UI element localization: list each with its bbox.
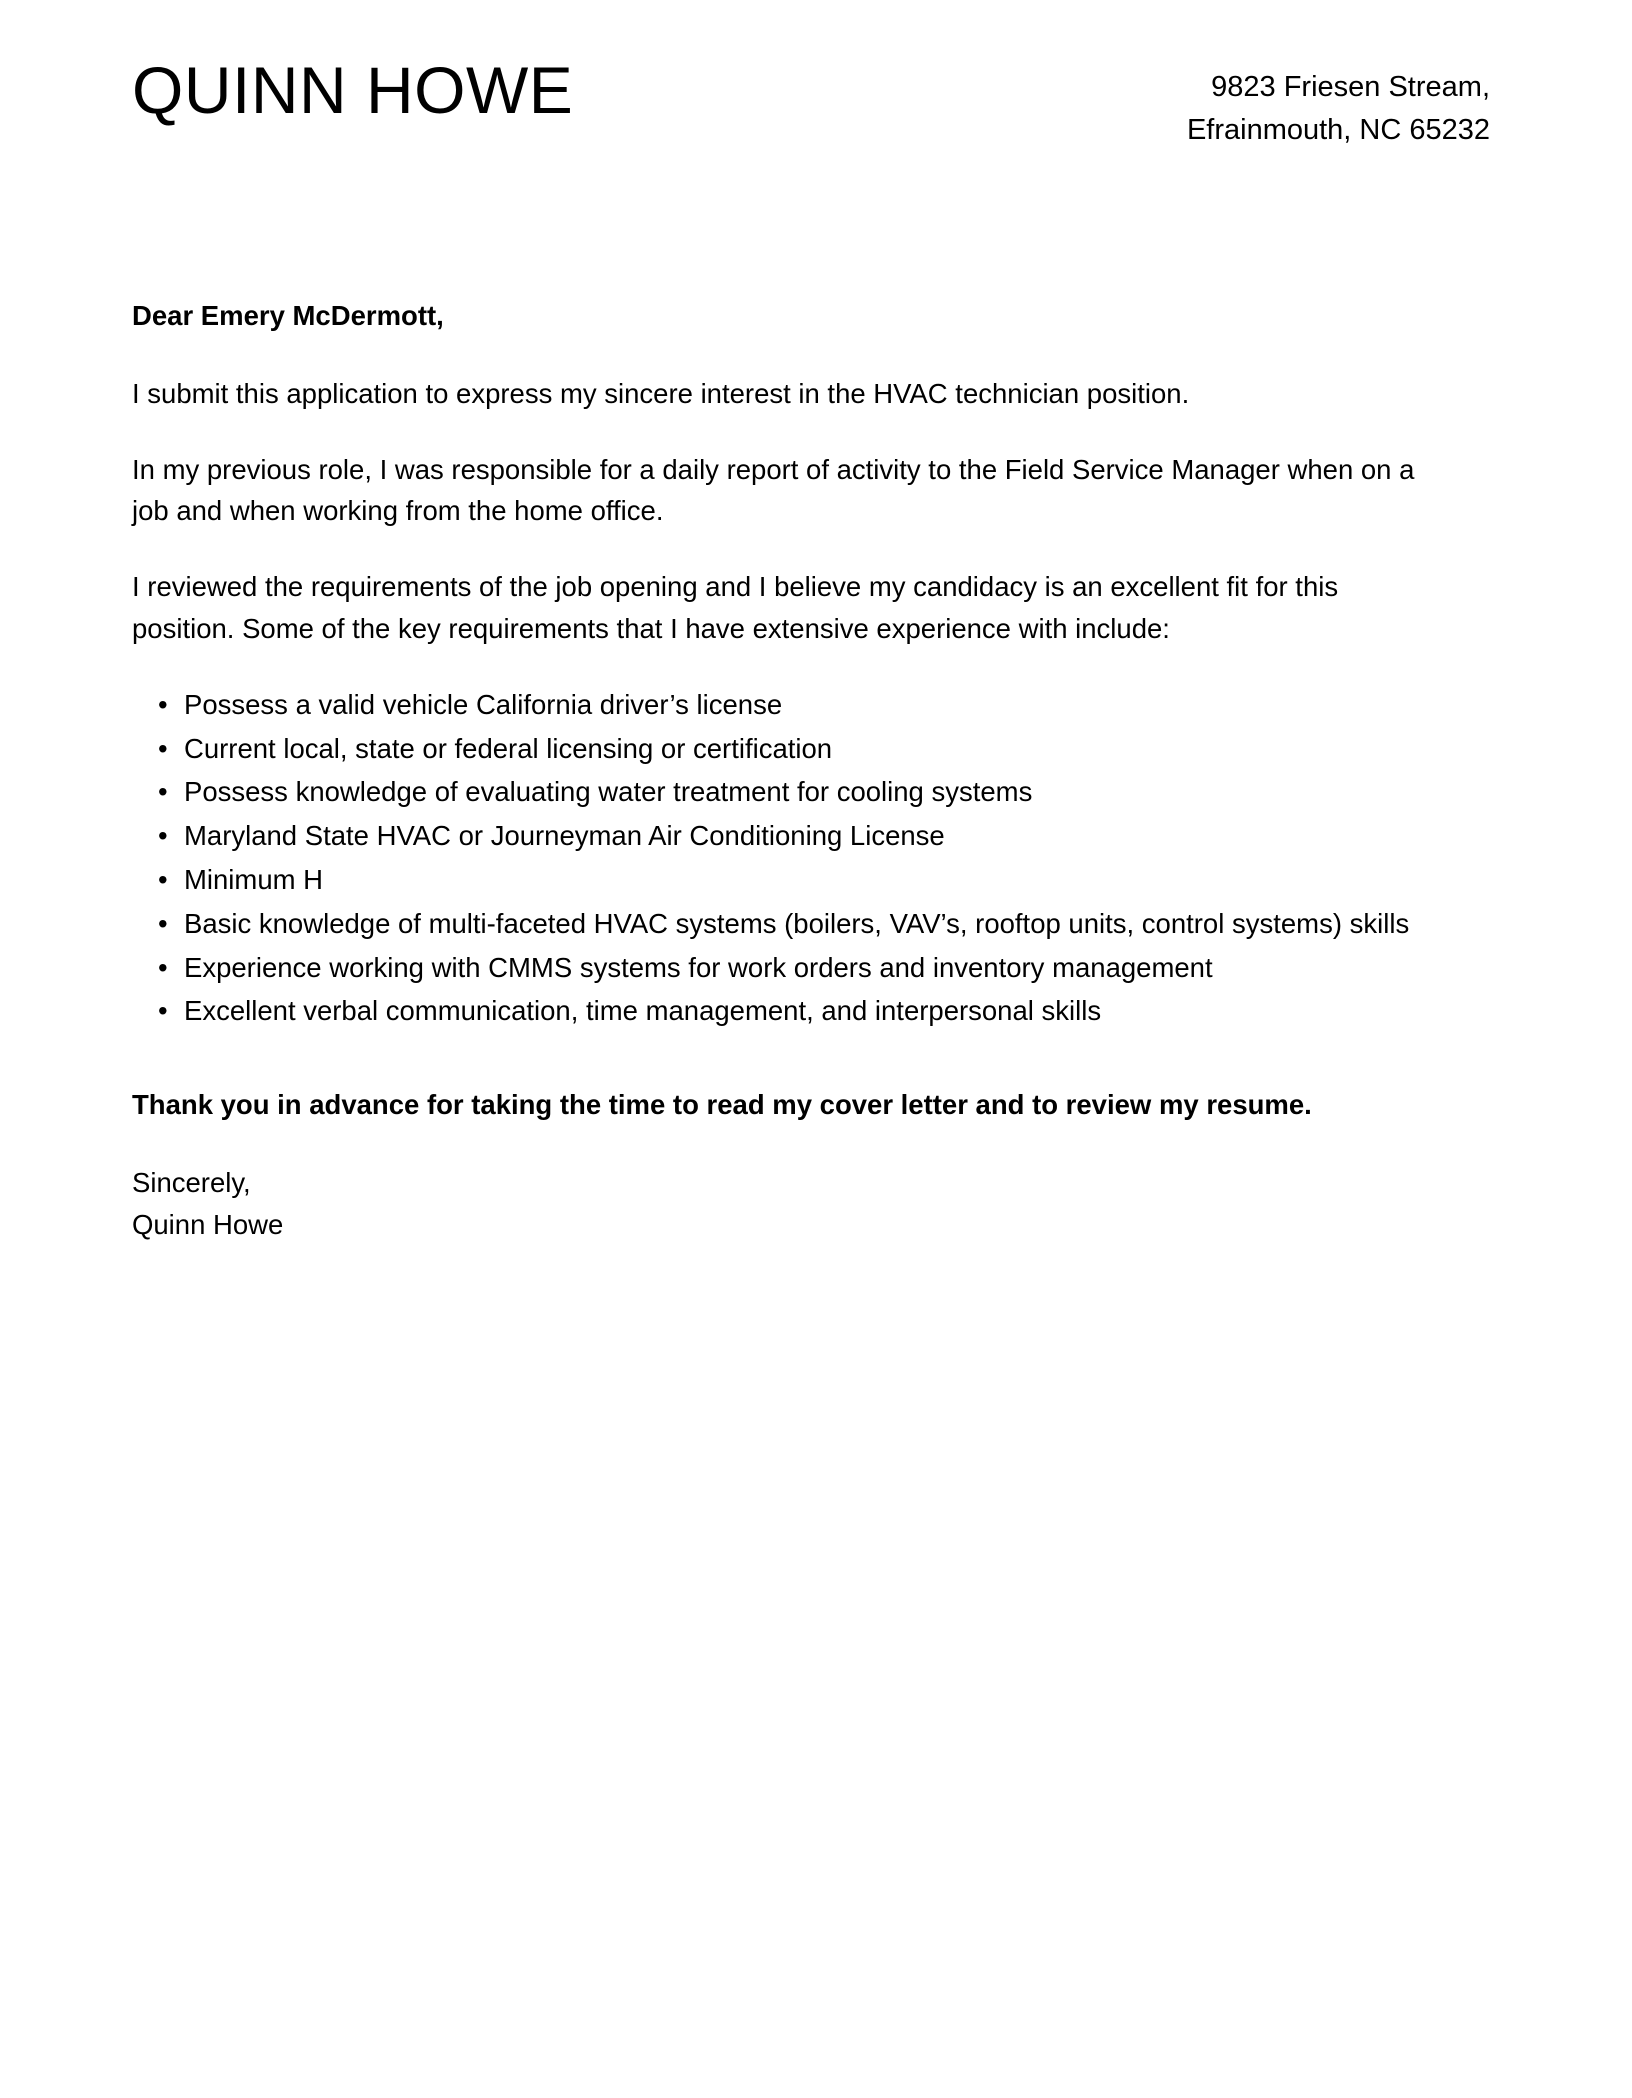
list-item: • Excellent verbal communication, time management, and interpersonal skills [132,990,1448,1032]
list-item: • Possess knowledge of evaluating water treatment for cooling systems [132,771,1448,813]
list-item: • Minimum H [132,859,1448,901]
list-item: • Experience working with CMMS systems for work orders and inventory management [132,947,1448,989]
signoff-name: Quinn Howe [132,1208,284,1240]
address-line-2: Efrainmouth, NC 65232 [1186,113,1490,146]
list-item: • Basic knowledge of multi-faceted HVAC systems (boilers, VAV’s, rooftop units, control systems) skills [132,903,1448,945]
letter-header [132,52,1490,152]
paragraph-requirements-intro: I reviewed the requirements of the job opening and I believe my candidacy is an excellent fit for this position. Some of the key requirements that I have extensive experience with include: [132,571,1339,644]
list-item: • Maryland State HVAC or Journeyman Air Conditioning License [132,815,1448,857]
letter-body [132,295,1448,1246]
salutation: Dear Emery McDermott, [132,300,444,331]
address-line-1: 9823 Friesen Stream, [1211,71,1490,103]
page-title: QUINN HOWE [132,53,574,127]
list-item: • Current local, state or federal licensing or certification [132,728,1448,770]
requirements-list [132,684,1448,1032]
closing-statement: Thank you in advance for taking the time to read my cover letter and to review my resume. [132,1089,1312,1121]
signoff-word: Sincerely, [132,1166,251,1198]
paragraph-intro: I submit this application to express my sincere interest in the HVAC technician position. [132,377,1190,409]
signature-block [132,1162,1448,1246]
paragraph-previous-role: In my previous role, I was responsible for a daily report of activity to the Field Service Manager when on a job and when working from the home office. [132,453,1415,527]
list-item: • Possess a valid vehicle California driver’s license [132,684,1448,726]
sender-address-block [1187,52,1490,152]
